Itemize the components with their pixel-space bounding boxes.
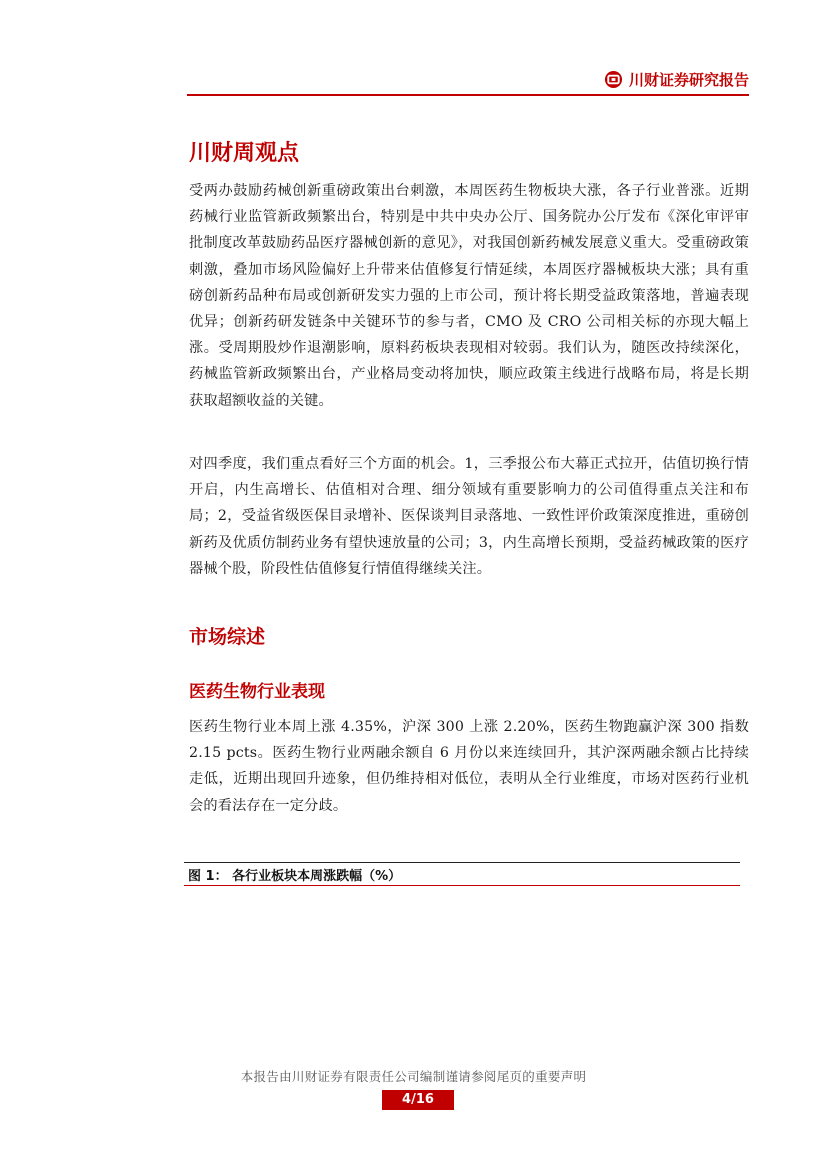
weekly-view-title: 川财周观点	[189, 141, 300, 166]
chuancai-logo-icon	[604, 70, 623, 89]
brand-text: 川财证券研究报告	[628, 71, 749, 89]
page-header	[187, 64, 749, 96]
figure-caption: 图 1： 各行业板块本周涨跌幅（%）	[188, 869, 402, 884]
page-number: 4/16	[382, 1090, 454, 1110]
weekly-view-paragraph-1: 受两办鼓励药械创新重磅政策出台刺激，本周医药生物板块大涨，各子行业普涨。近期药械行业监管新政频繁出台，特别是中共中央办公厅、国务院办公厅发布《深化审评审批制度改革鼓励药品医疗器械创新的意见》，对我国创新药械发展意义重大。受重磅政策刺激，叠加市场风险偏好上升带来估值修复行情延续，本周医疗器械板块大涨；具有重磅创新药品种布局或创新研发实力强的上市公司，预计将长期受益政策落地，普遍表现优异；创新药研发链条中关键环节的参与者，CMO 及 CRO 公司相关标的亦现大幅上涨。受周期股炒作退潮影响，原料药板块表现相对较弱。我们认为，随医改持续深化，药械监管新政频繁出台，产业格局变动将加快，顺应政策主线进行战略布局，将是长期获取超额收益的关键。	[189, 183, 749, 409]
figure-caption-bar	[184, 862, 740, 886]
industry-performance-paragraph: 医药生物行业本周上涨 4.35%，沪深 300 上涨 2.20%，医药生物跑赢沪深 300 指数 2.15 pcts。医药生物行业两融余额自 6 月份以来连续回升，其沪深两融余额占比持续走低，近期出现回升迹象，但仍维持相对低位，表明从全行业维度，市场对医药行业机会的看法存在一定分歧。	[189, 719, 749, 814]
market-overview-title: 市场综述	[189, 626, 266, 648]
footer-disclaimer: 本报告由川财证券有限责任公司编制谨请参阅尾页的重要声明	[240, 1069, 587, 1084]
weekly-view-paragraph-2: 对四季度，我们重点看好三个方面的机会。1，三季报公布大幕正式拉开，估值切换行情开启，内生高增长、估值相对合理、细分领域有重要影响力的公司值得重点关注和布局；2，受益省级医保目录增补、医保谈判目录落地、一致性评价政策深度推进，重磅创新药及优质仿制药业务有望快速放量的公司；3，内生高增长预期，受益药械政策的医疗器械个股，阶段性估值修复行情值得继续关注。	[189, 456, 749, 577]
brand	[604, 69, 749, 90]
industry-performance-title: 医药生物行业表现	[189, 682, 325, 702]
